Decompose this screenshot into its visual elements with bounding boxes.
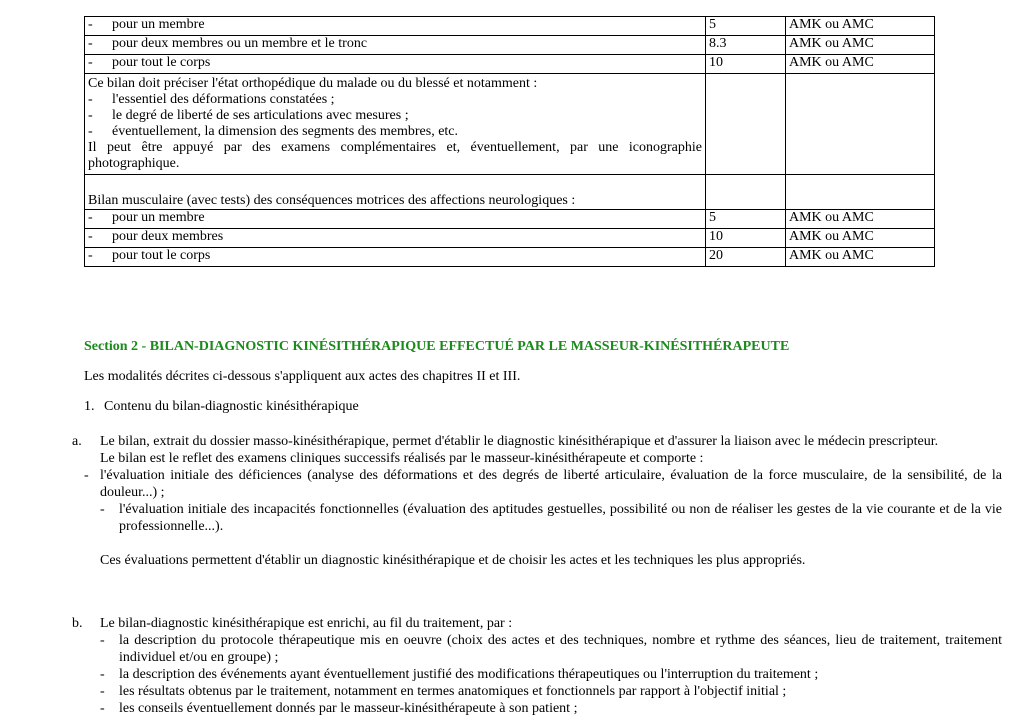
description-intro: Ce bilan doit préciser l'état orthopédique du malade ou du blessé et notamment : <box>88 76 538 91</box>
description-item: - éventuellement, la dimension des segments des membres, etc. <box>88 124 702 140</box>
numbered-item-1: 1. Contenu du bilan-diagnostic kinésithérapique <box>84 399 359 414</box>
row-coef: 20 <box>706 248 786 267</box>
row-coef: 5 <box>706 210 786 229</box>
row-code: AMK ou AMC <box>786 36 935 55</box>
row-label: - pour deux membres <box>85 229 706 248</box>
row-code: AMK ou AMC <box>786 229 935 248</box>
item-a-paragraph-2: Le bilan est le reflet des examens cliniques successifs réalisés par le masseur-kinésithérapeute et comporte : <box>100 451 704 466</box>
empty-cell <box>706 175 786 210</box>
table-row <box>85 55 935 74</box>
empty-cell <box>786 175 935 210</box>
item-b-paragraph: b. Le bilan-diagnostic kinésithérapique est enrichi, au fil du traitement, par : <box>72 616 513 631</box>
row-label: - pour tout le corps <box>85 248 706 267</box>
section-title: Section 2 - BILAN-DIAGNOSTIC KINÉSITHÉRAPIQUE EFFECTUÉ PAR LE MASSEUR-KINÉSITHÉRAPEUTE <box>84 339 790 354</box>
item-a-paragraph: a. Le bilan, extrait du dossier masso-kinésithérapique, permet d'établir le diagnostic kinésithérapique et d'assurer la liaison avec le médecin prescripteur. <box>72 434 939 449</box>
description-item: - le degré de liberté de ses articulations avec mesures ; <box>88 108 702 124</box>
row-coef: 10 <box>706 229 786 248</box>
section-intro: Les modalités décrites ci-dessous s'appliquent aux actes des chapitres II et III. <box>84 369 521 384</box>
row-label: - pour un membre <box>85 210 706 229</box>
empty-cell <box>786 74 935 175</box>
row-code: AMK ou AMC <box>786 210 935 229</box>
item-a-dash-1: - l'évaluation initiale des déficiences (analyse des déformations et des degrés de liberté articulaire, évaluation de la force musculaire, de la sensibilité, de la douleur...) ; <box>84 468 1002 500</box>
table-row-description <box>85 74 935 175</box>
item-b-label: b. <box>72 616 83 631</box>
empty-cell <box>706 74 786 175</box>
item-b-dash: - les conseils éventuellement donnés par le masseur-kinésithérapeute à son patient ; <box>100 701 578 716</box>
table-row <box>85 229 935 248</box>
row-label: - pour tout le corps <box>85 55 706 74</box>
table-row <box>85 17 935 36</box>
muscle-title-cell <box>85 175 706 210</box>
description-cell <box>85 74 706 175</box>
row-label: - pour deux membres ou un membre et le tronc <box>85 36 706 55</box>
row-code: AMK ou AMC <box>786 248 935 267</box>
row-label: - pour un membre <box>85 17 706 36</box>
description-item: - l'essentiel des déformations constatées ; <box>88 92 702 108</box>
item-a-label: a. <box>72 434 82 449</box>
row-coef: 5 <box>706 17 786 36</box>
tarif-table <box>84 16 935 267</box>
table-row <box>85 248 935 267</box>
item-a-dash-2: - l'évaluation initiale des incapacités fonctionnelles (évaluation des aptitudes gestuelles, possibilité ou non de réaliser les gestes de la vie courante et de la vie professionnelle...). <box>100 502 1002 534</box>
item-a-conclusion: Ces évaluations permettent d'établir un diagnostic kinésithérapique et de choisir les actes et les techniques les plus appropriés. <box>100 553 806 568</box>
table-row <box>85 210 935 229</box>
row-code: AMK ou AMC <box>786 55 935 74</box>
item-b-dash: - la description des événements ayant éventuellement justifié des modifications thérapeutiques ou l'interruption du traitement ; <box>100 667 819 682</box>
table-row-muscle-title <box>85 175 935 210</box>
table-row <box>85 36 935 55</box>
row-code: AMK ou AMC <box>786 17 935 36</box>
row-coef: 10 <box>706 55 786 74</box>
description-end: Il peut être appuyé par des examens complémentaires et, éventuellement, par une iconographie photographique. <box>88 140 702 171</box>
muscle-title: Bilan musculaire (avec tests) des conséquences motrices des affections neurologiques : <box>88 193 576 208</box>
item-b-dash: - la description du protocole thérapeutique mis en oeuvre (choix des actes et des techniques, nombre et rythme des séances, lieu de traitement, traitement individuel et/ou en groupe) ; <box>100 633 1002 665</box>
item-a-block <box>72 433 1002 569</box>
item-b-dash: - les résultats obtenus par le traitement, notamment en termes anatomiques et fonctionnels par rapport à l'objectif initial ; <box>100 684 787 699</box>
item-b-block <box>72 615 1002 717</box>
row-coef: 8.3 <box>706 36 786 55</box>
